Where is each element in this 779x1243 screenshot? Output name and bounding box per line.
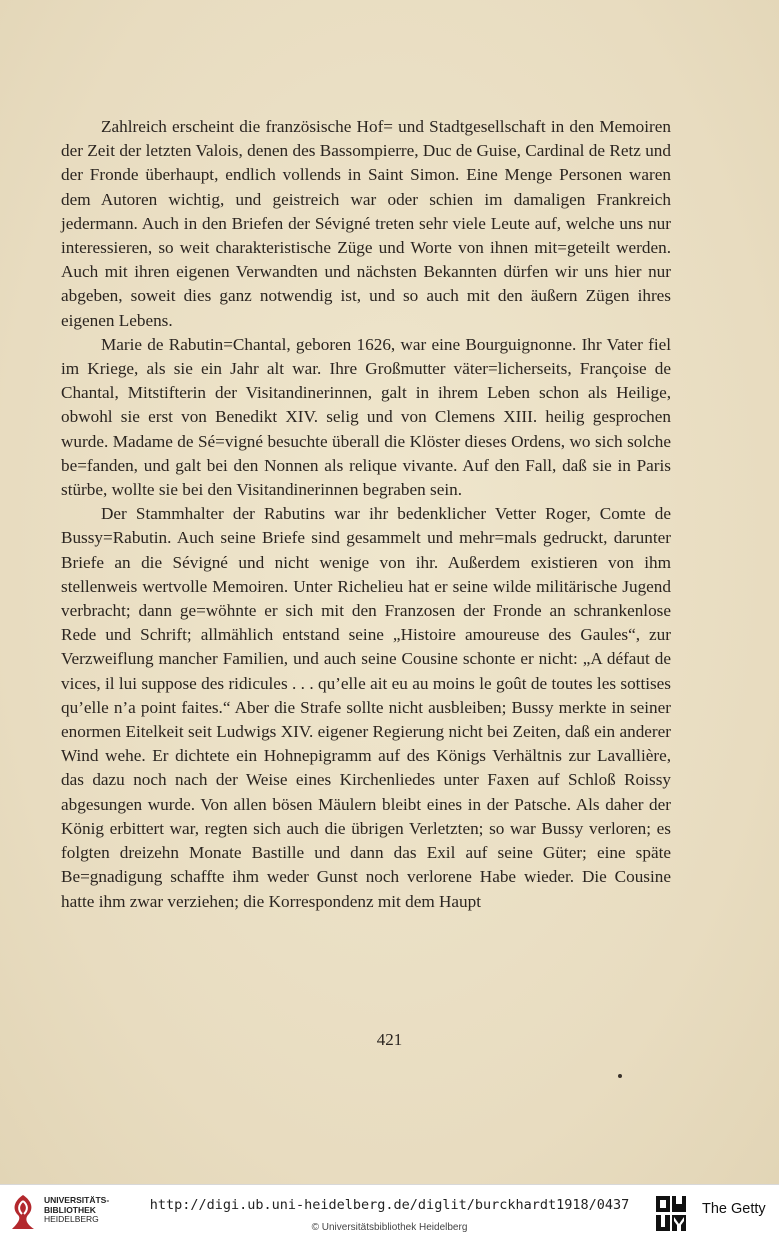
paragraph-2: Marie de Rabutin=Chantal, geboren 1626, war eine Bourguignonne. Ihr Vater fiel im Kriege, als sie ein Jahr alt war. Ihre Großmutter väter=licherseits, Françoise de Chantal, Mitstifterin der Visitandinerinnen, galt in ihrem Leben schon als Heilige, obwohl sie erst von Benedikt XIV. selig und von Clemens XIII. heilig gesprochen wurde. Madame de Sé=vigné besuchte überall die Klöster dieses Ordens, wo sich solche be=fanden, und galt bei den Nonnen als relique vivante. Auf den Fall, daß sie in Paris stürbe, wollte sie bei den Visitandinerinnen begraben sein.: [61, 334, 671, 500]
getty-logo-icon[interactable]: [655, 1195, 687, 1233]
viewer-footer: [0, 1184, 779, 1243]
paragraph-1: Zahlreich erscheint die französische Hof= und Stadtgesellschaft in den Memoiren der Zeit der letzten Valois, denen des Bassompierre, Duc de Guise, Cardinal de Retz und der Fronde überhaupt, endlich vollends in Saint Simon. Eine Menge Personen waren dem Autoren wichtig, und geistreich war oder schien im damaligen Frankreich jedermann. Auch in den Briefen der Sévigné treten sehr viele Leute auf, welche uns nur interessieren, so weit charakteristische Züge und Worte von ihnen mit=geteilt werden. Auch mit ihren eigenen Verwandten und nächsten Bekannten dürfen wir uns hier nur abgeben, soweit dies ganz notwendig ist, und so auch mit den äußern Zügen ihres eigenen Lebens.: [61, 117, 671, 330]
page-number: 421: [376, 1030, 403, 1049]
copyright-notice: © Universitätsbibliothek Heidelberg: [311, 1222, 468, 1233]
university-library-name: UNIVERSITÄTS- BIBLIOTHEK HEIDELBERG: [44, 1195, 110, 1224]
paragraph-3: Der Stammhalter der Rabutins war ihr bedenklicher Vetter Roger, Comte de Bussy=Rabutin. Auch seine Briefe sind gesammelt und mehr=mals gedruckt, darunter Briefe an die Sévigné und nicht wenige von ihr. Außerdem existieren von ihm stellenweis wertvolle Memoiren. Unter Richelieu hat er seine wilde militärische Jugend verbracht; dann ge=wöhnte er sich mit den Franzosen der Fronde an schrankenlose Rede und Schrift; allmählich entstand seine „Histoire amoureuse des Gaules“, zur Verzweiflung mancher Familien, und auch seine Cousine schonte er nicht: „A défaut de vices, il lui suppose des ridicules . . . qu’elle ait eu au moins le goût de toutes les sottises qu’elle n’a point faites.“ Aber die Strafe sollte nicht ausbleiben; Bussy merkte in seiner enormen Eitelkeit seit Ludwigs XIV. eigener Regierung nicht bei Zeiten, daß ein anderer Wind wehe. Er dichtete ein Hohnepigramm auf des Königs Verhältnis zur Lavallière, das dazu noch nach der Weise eines Kirchenliedes unter Faxen auf Schloß Roissy abgesungen wurde. Von allen bösen Mäulern bleibt eines in der Patsche. Als daher der König erbittert war, regten sich auch die übrigen Verletzten; so war Bussy verloren; es folgten dreizehn Monate Bastille und dann das Exil auf seine Güter; eine späte Be=gnadigung schaffte ihm weder Gunst noch verlorene Habe wieder. Die Cousine hatte ihm zwar verziehen; die Korrespondenz mit dem Haupt: [61, 504, 671, 911]
getty-name: The Getty: [702, 1201, 766, 1217]
ink-speck: [618, 1074, 622, 1078]
permalink-url[interactable]: http://digi.ub.uni-heidelberg.de/diglit/burckhardt1918/0437: [149, 1197, 630, 1213]
body-text: [61, 115, 671, 914]
